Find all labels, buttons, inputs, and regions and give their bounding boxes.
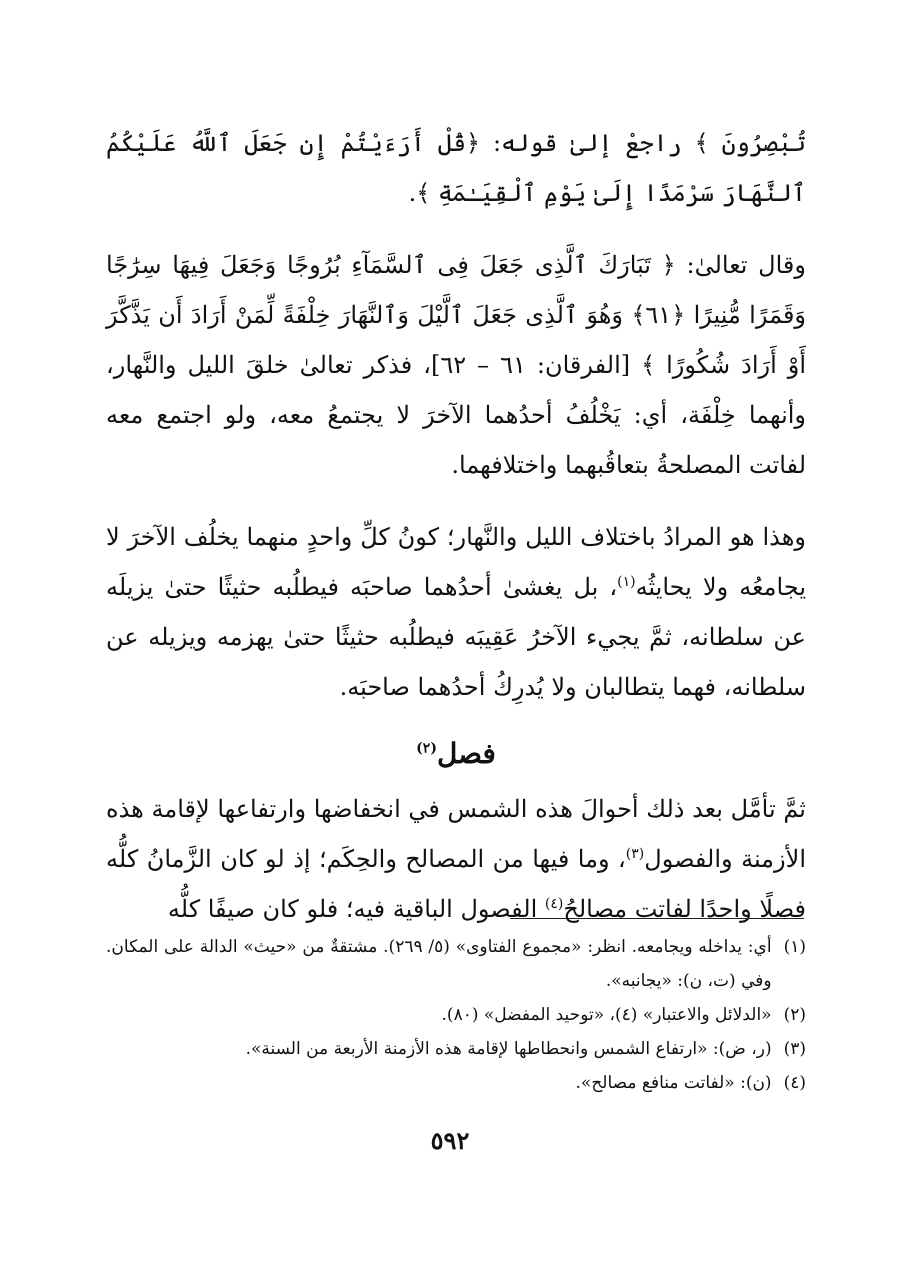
footnote-ref-2[interactable]: (٢) xyxy=(416,740,437,757)
footnote-4 xyxy=(106,1066,806,1100)
footnote-number: (١) xyxy=(783,937,806,957)
footnote-ref-4[interactable]: (٤) xyxy=(544,896,564,912)
footnote-divider xyxy=(510,918,804,919)
paragraph-1 xyxy=(106,118,806,218)
paragraph-3-text: وهذا هو المرادُ باختلاف الليل والنَّهار؛ كونُ كلِّ واحدٍ منهما يخلُف الآخرَ لا يجامعُه ولا يحايثُه xyxy=(106,523,806,601)
paragraph-2-text: وقال تعالىٰ: ﴿ تَبَارَكَ ٱلَّذِى جَعَلَ فِى ٱلسَّمَآءِ بُرُوجًا وَجَعَلَ فِيهَا سِرَٰجًا وَقَمَرًا مُّنِيرًا ﴿٦١﴾ وَهُوَ ٱلَّذِى جَعَلَ ٱلَّيْلَ وَٱلنَّهَارَ خِلْفَةً لِّمَنْ أَرَادَ أَن يَذَّكَّرَ أَوْ أَرَادَ شُكُورًا ﴾ [الفرقان: ٦١ – ٦٢]، فذكر تعالىٰ خلقَ الليل والنَّهار، وأنهما خِلْفَة، أي: يَخْلُفُ أحدُهما الآخرَ لا يجتمعُ معه، ولو اجتمع معه لفاتت المصلحةُ بتعاقُبهما واختلافهما. xyxy=(106,251,807,479)
footnote-3 xyxy=(106,1032,806,1066)
footnote-text: «الدلائل والاعتبار» (٤)، «توحيد المفضل» (٨٠). xyxy=(441,1005,772,1025)
footnote-number: (٤) xyxy=(783,1073,806,1093)
section-heading xyxy=(106,732,806,776)
paragraph-3 xyxy=(106,512,806,712)
paragraph-4-text-end: الفصول الباقية فيه؛ فلو كان صيفًا كلُّه xyxy=(167,895,545,923)
footnote-ref-3[interactable]: (٣) xyxy=(625,846,645,862)
paragraph-1-text: تُبْصِرُونَ ﴾ راجعْ إلىٰ قوله: ﴿قُلْ أَرَءَيْتُمْ إِن جَعَلَ ٱللَّهُ عَلَيْكُمُ ٱلنَّهَارَ سَرْمَدًا إِلَىٰ يَوْمِ ٱلْقِيَـٰمَةِ ﴾. xyxy=(106,129,806,207)
footnote-1 xyxy=(106,930,806,998)
footnotes xyxy=(106,930,806,1100)
paragraph-4 xyxy=(106,784,806,934)
paragraph-4-text-cont: ، وما فيها من المصالح والحِكَم؛ إذ لو كان الزَّمانُ كلُّه فصلًا واحدًا لفاتت مصالحُ xyxy=(106,845,806,923)
paragraph-3-text-cont: ، بل يغشىٰ أحدُهما صاحبَه فيطلُبه حثيثًا حتىٰ يزيلَه عن سلطانه، ثمَّ يجيء الآخرُ عَقِيبَه فيطلُبه حثيثًا حتىٰ يهزمه ويزيله عن سلطانه، فهما يتطالبان ولا يُدرِكُ أحدُهما صاحبَه. xyxy=(106,573,806,701)
section-heading-text: فصل xyxy=(436,737,496,770)
footnote-ref-1[interactable]: (١) xyxy=(617,574,636,590)
main-text xyxy=(106,118,806,934)
footnote-number: (٣) xyxy=(783,1039,806,1059)
footnote-text: (ن): «لفاتت منافع مصالح». xyxy=(575,1073,772,1093)
footnote-2 xyxy=(106,998,806,1032)
footnote-text: أي: يداخله ويجامعه. انظر: «مجموع الفتاوى» (٥/ ٢٦٩). مشتقةٌ من «حيث» الدالة على المكان. وفي (ت، ن): «يجانبه». xyxy=(106,937,772,991)
paragraph-4-text: ثمَّ تأمَّل بعد ذلك أحوالَ هذه الشمس في انخفاضها وارتفاعها لإقامة هذه الأزمنة والفصول xyxy=(106,795,806,873)
paragraph-2 xyxy=(106,240,806,490)
page-number: ٥٩٢ xyxy=(430,1126,470,1155)
footnote-number: (٢) xyxy=(783,1005,806,1025)
footnote-text: (ر، ض): «ارتفاع الشمس وانحطاطها لإقامة هذه الأزمنة الأربعة من السنة». xyxy=(245,1039,772,1059)
